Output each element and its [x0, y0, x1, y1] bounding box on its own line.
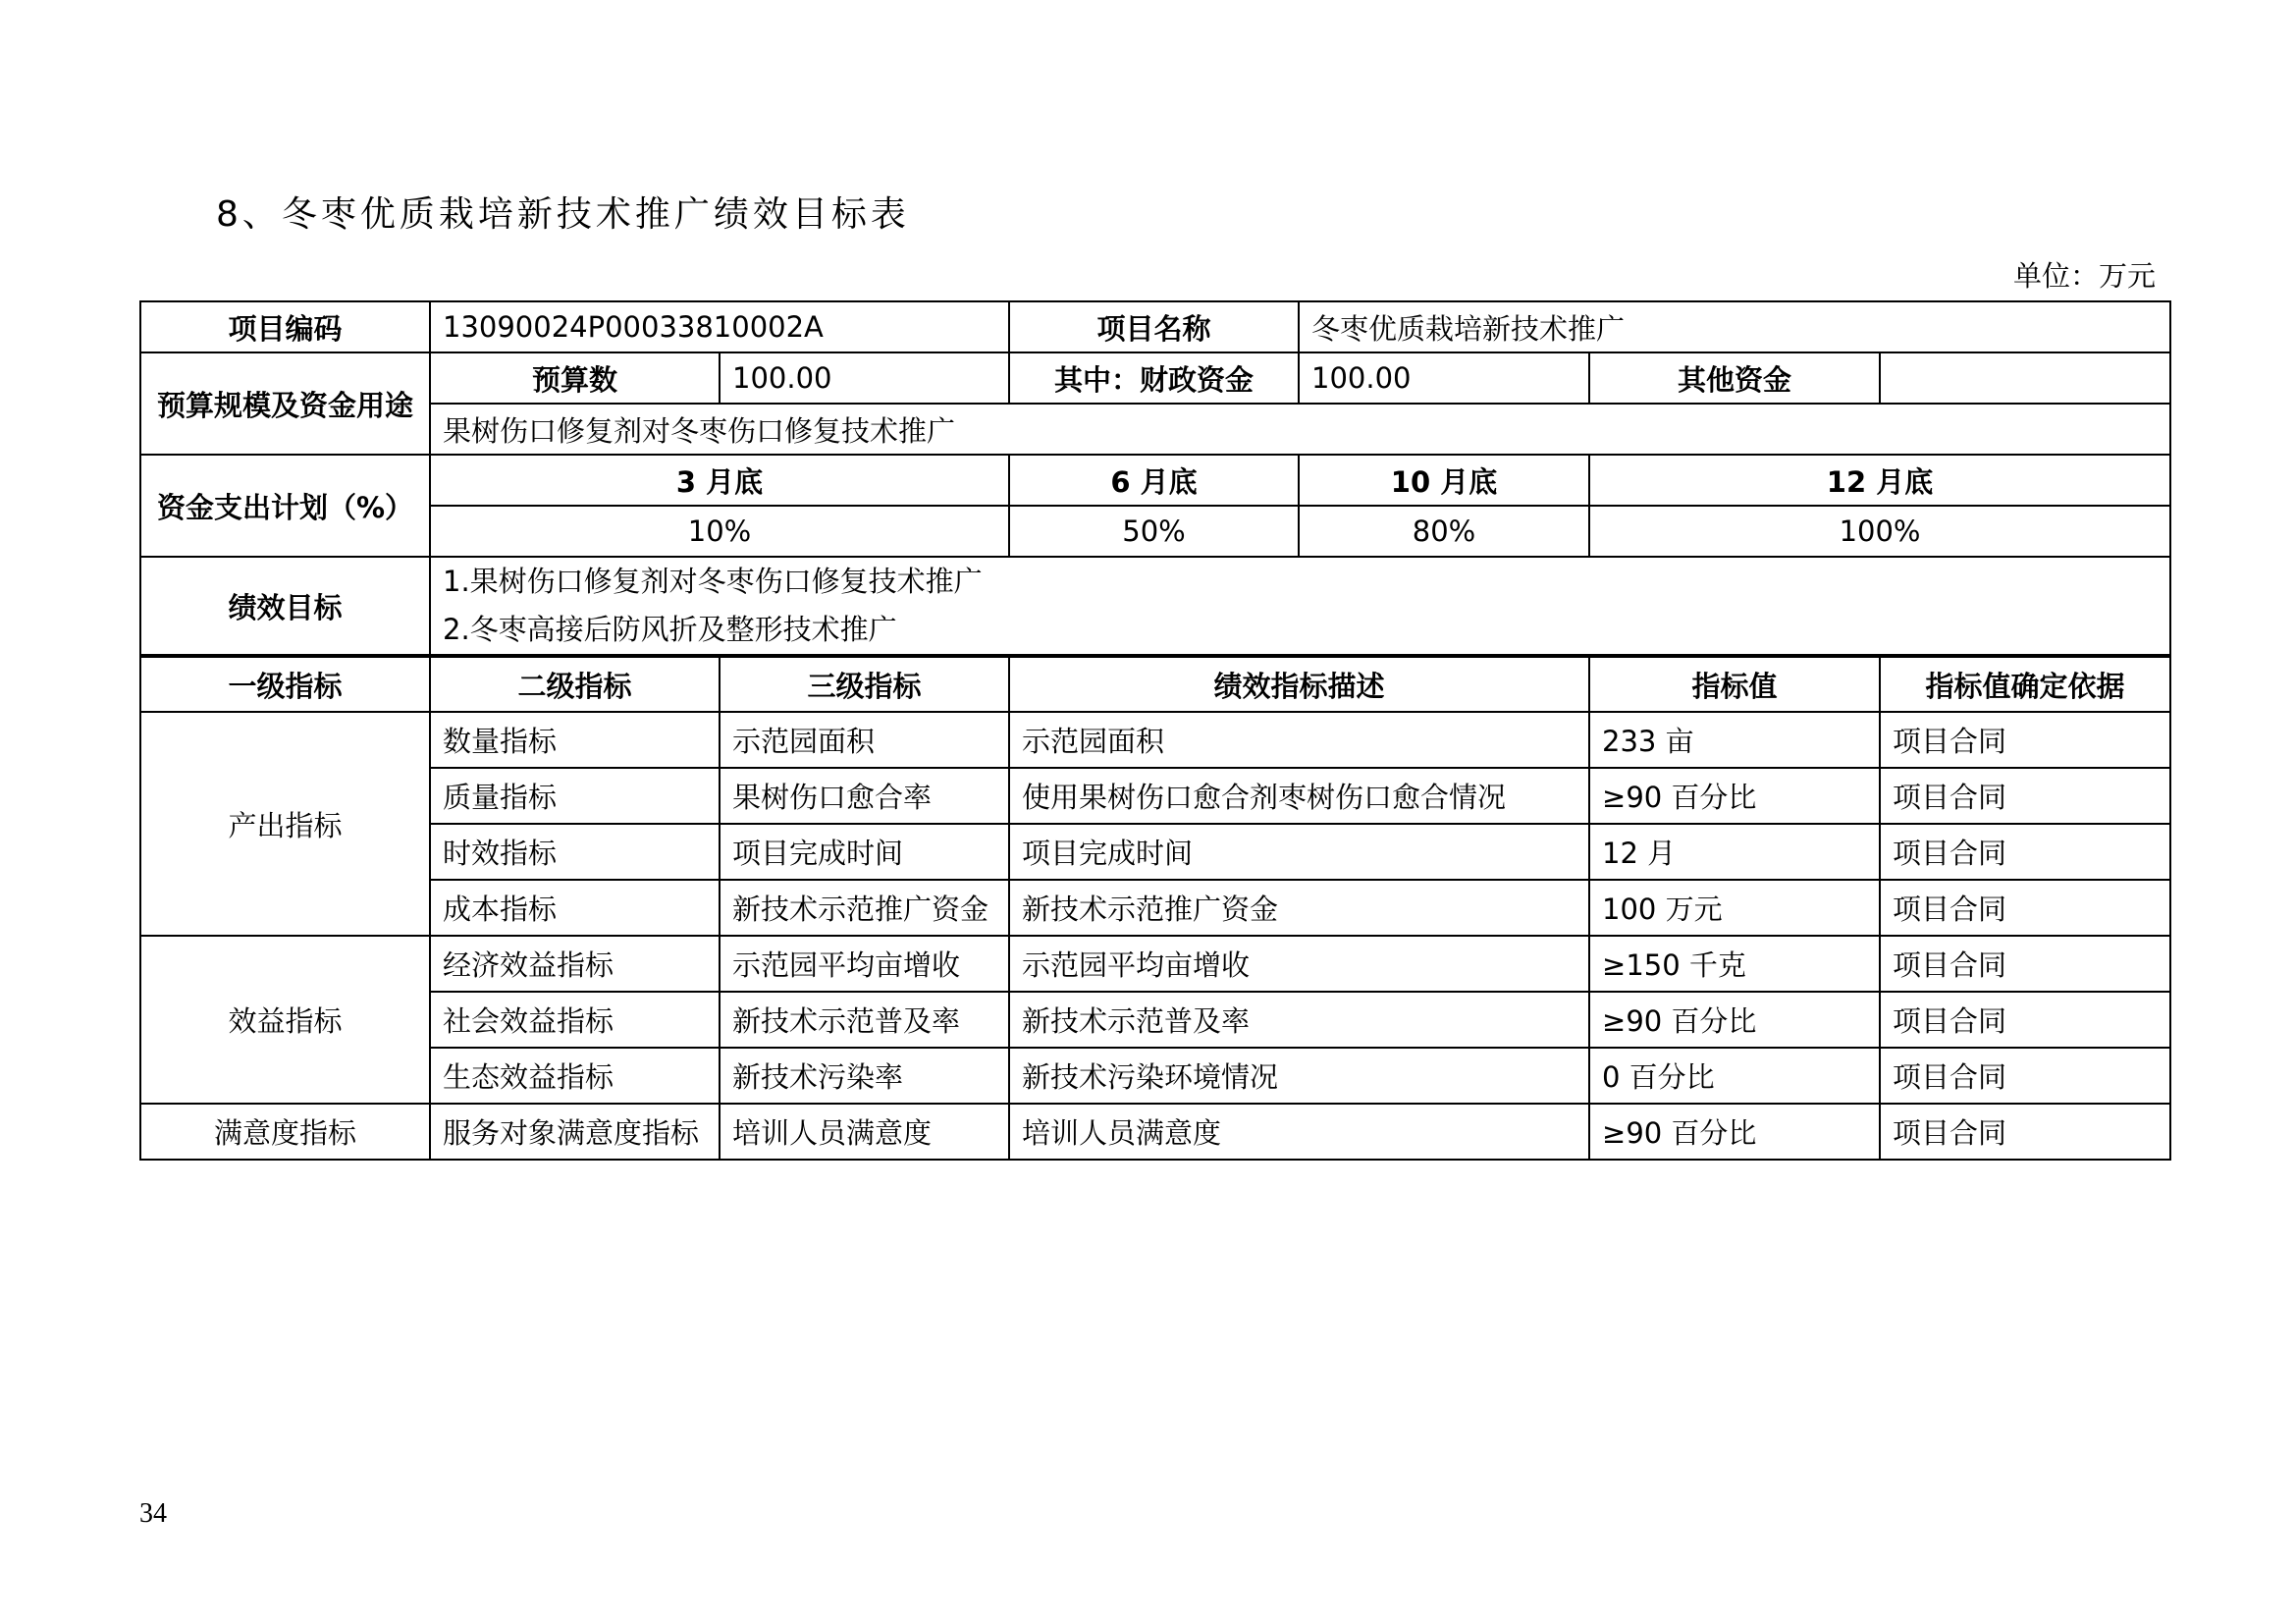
- budget-label: 预算规模及资金用途: [140, 352, 430, 455]
- project-name: 冬枣优质栽培新技术推广: [1299, 301, 2170, 352]
- description-cell: 培训人员满意度: [1009, 1104, 1589, 1160]
- description-cell: 示范园平均亩增收: [1009, 936, 1589, 992]
- plan-value-q1: 10%: [430, 506, 1009, 557]
- level3-cell: 新技术污染率: [720, 1048, 1009, 1104]
- document-title: 8、冬枣优质栽培新技术推广绩效目标表: [216, 194, 910, 235]
- budget-amount-label: 预算数: [430, 352, 720, 404]
- goals-label: 绩效目标: [140, 557, 430, 656]
- value-cell: ≥90 百分比: [1589, 1104, 1880, 1160]
- header-level2: 二级指标: [430, 656, 720, 712]
- project-row: [140, 301, 2170, 352]
- description-cell: 使用果树伤口愈合剂枣树伤口愈合情况: [1009, 768, 1589, 824]
- goal-item: 2.冬枣高接后防风折及整形技术推广: [443, 613, 897, 646]
- budget-usage-row: [140, 404, 2170, 455]
- basis-cell: 项目合同: [1880, 1104, 2170, 1160]
- basis-cell: 项目合同: [1880, 936, 2170, 992]
- value-cell: ≥90 百分比: [1589, 992, 1880, 1048]
- level3-cell: 示范园面积: [720, 712, 1009, 768]
- fiscal-funds-label: 其中：财政资金: [1009, 352, 1299, 404]
- level3-cell: 示范园平均亩增收: [720, 936, 1009, 992]
- table-row: [140, 768, 2170, 824]
- table-row: [140, 712, 2170, 768]
- header-description: 绩效指标描述: [1009, 656, 1589, 712]
- level2-cell: 质量指标: [430, 768, 720, 824]
- table-row: [140, 824, 2170, 880]
- plan-label: 资金支出计划（%）: [140, 455, 430, 557]
- project-code-label: 项目编码: [140, 301, 430, 352]
- fiscal-funds: 100.00: [1299, 352, 1589, 404]
- plan-header-row: [140, 455, 2170, 506]
- project-code: 13090024P00033810002A: [430, 301, 1009, 352]
- table-row: [140, 1104, 2170, 1160]
- value-cell: ≥90 百分比: [1589, 768, 1880, 824]
- other-funds-label: 其他资金: [1589, 352, 1880, 404]
- header-value: 指标值: [1589, 656, 1880, 712]
- project-name-label: 项目名称: [1009, 301, 1299, 352]
- table-row: [140, 936, 2170, 992]
- plan-value-q4: 100%: [1589, 506, 2170, 557]
- plan-header-q3: 10 月底: [1299, 455, 1589, 506]
- basis-cell: 项目合同: [1880, 992, 2170, 1048]
- performance-target-table: [139, 300, 2171, 1161]
- level1-satisfaction: 满意度指标: [140, 1104, 430, 1160]
- description-cell: 新技术示范普及率: [1009, 992, 1589, 1048]
- level2-cell: 生态效益指标: [430, 1048, 720, 1104]
- table-row: [140, 1048, 2170, 1104]
- description-cell: 新技术污染环境情况: [1009, 1048, 1589, 1104]
- level1-output: 产出指标: [140, 712, 430, 936]
- value-cell: 12 月: [1589, 824, 1880, 880]
- plan-value-row: [140, 506, 2170, 557]
- value-cell: ≥150 千克: [1589, 936, 1880, 992]
- value-cell: 100 万元: [1589, 880, 1880, 936]
- level3-cell: 培训人员满意度: [720, 1104, 1009, 1160]
- level2-cell: 经济效益指标: [430, 936, 720, 992]
- basis-cell: 项目合同: [1880, 1048, 2170, 1104]
- level2-cell: 数量指标: [430, 712, 720, 768]
- description-cell: 新技术示范推广资金: [1009, 880, 1589, 936]
- goals-content: [430, 557, 2170, 656]
- plan-header-q4: 12 月底: [1589, 455, 2170, 506]
- value-cell: 0 百分比: [1589, 1048, 1880, 1104]
- plan-header-q2: 6 月底: [1009, 455, 1299, 506]
- budget-amount: 100.00: [720, 352, 1009, 404]
- level3-cell: 新技术示范推广资金: [720, 880, 1009, 936]
- description-cell: 示范园面积: [1009, 712, 1589, 768]
- plan-value-q2: 50%: [1009, 506, 1299, 557]
- other-funds: [1880, 352, 2170, 404]
- basis-cell: 项目合同: [1880, 824, 2170, 880]
- value-cell: 233 亩: [1589, 712, 1880, 768]
- budget-row: [140, 352, 2170, 404]
- page-number: 34: [139, 1498, 167, 1529]
- basis-cell: 项目合同: [1880, 768, 2170, 824]
- plan-value-q3: 80%: [1299, 506, 1589, 557]
- indicator-header-row: [140, 656, 2170, 712]
- basis-cell: 项目合同: [1880, 880, 2170, 936]
- goals-row: [140, 557, 2170, 656]
- level3-cell: 新技术示范普及率: [720, 992, 1009, 1048]
- description-cell: 项目完成时间: [1009, 824, 1589, 880]
- header-basis: 指标值确定依据: [1880, 656, 2170, 712]
- table-row: [140, 992, 2170, 1048]
- unit-label: 单位：万元: [2012, 259, 2156, 293]
- level3-cell: 项目完成时间: [720, 824, 1009, 880]
- header-level1: 一级指标: [140, 656, 430, 712]
- basis-cell: 项目合同: [1880, 712, 2170, 768]
- plan-header-q1: 3 月底: [430, 455, 1009, 506]
- budget-usage: 果树伤口修复剂对冬枣伤口修复技术推广: [430, 404, 2170, 455]
- level2-cell: 社会效益指标: [430, 992, 720, 1048]
- level2-cell: 服务对象满意度指标: [430, 1104, 720, 1160]
- goal-item: 1.果树伤口修复剂对冬枣伤口修复技术推广: [443, 565, 983, 598]
- table-row: [140, 880, 2170, 936]
- level2-cell: 时效指标: [430, 824, 720, 880]
- level1-benefit: 效益指标: [140, 936, 430, 1104]
- level3-cell: 果树伤口愈合率: [720, 768, 1009, 824]
- header-level3: 三级指标: [720, 656, 1009, 712]
- level2-cell: 成本指标: [430, 880, 720, 936]
